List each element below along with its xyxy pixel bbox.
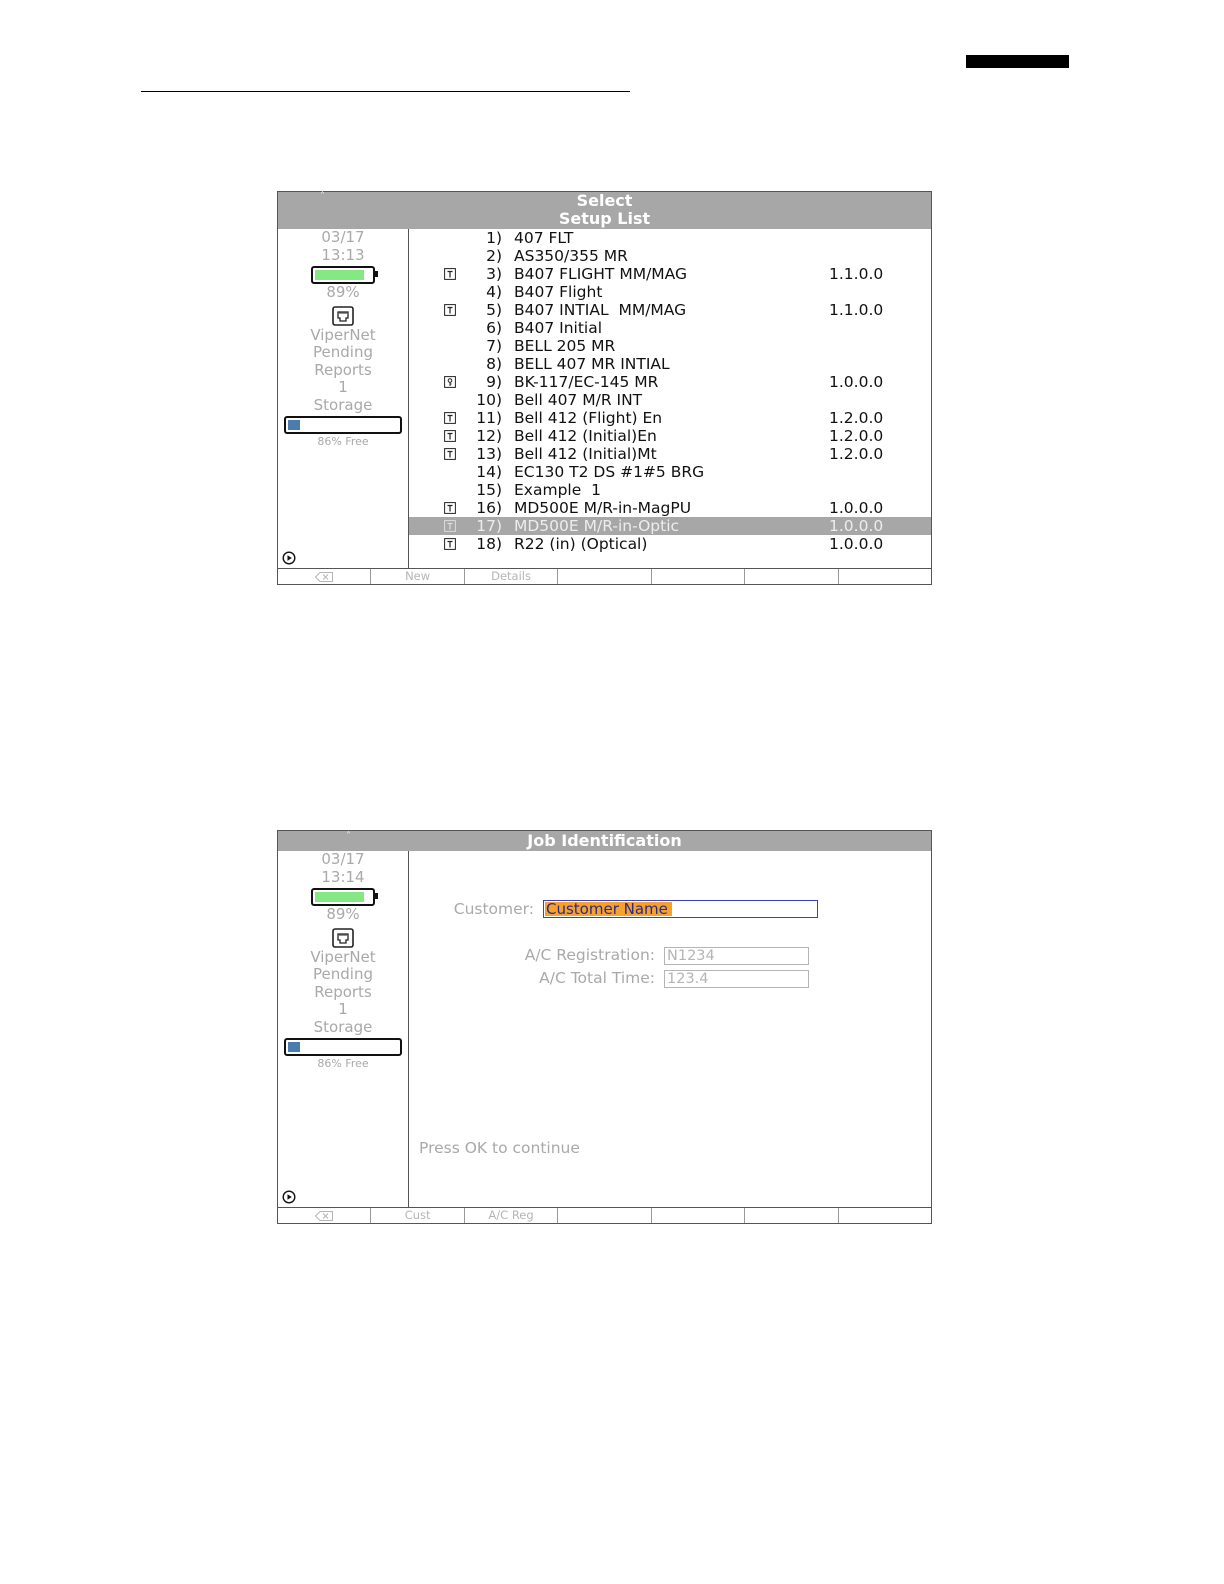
row-version: 1.2.0.0 bbox=[829, 427, 884, 445]
row-name: BK-117/EC-145 MR bbox=[514, 373, 659, 391]
row-number: 6) bbox=[486, 319, 502, 337]
storage-label: Storage bbox=[313, 395, 373, 414]
row-name: B407 Flight bbox=[514, 283, 603, 301]
template-icon bbox=[444, 430, 456, 442]
date: 03/17 bbox=[321, 228, 365, 246]
time: 13:13 bbox=[321, 245, 365, 264]
list-item[interactable] bbox=[409, 445, 931, 463]
row-number: 12) bbox=[476, 427, 502, 445]
list-item[interactable] bbox=[409, 517, 931, 535]
title-line-1: Select bbox=[576, 191, 633, 210]
customer-label: Customer: bbox=[453, 900, 534, 918]
row-number: 2) bbox=[486, 247, 502, 265]
row-number: 11) bbox=[476, 409, 502, 427]
row-name: Bell 412 (Flight) En bbox=[514, 409, 663, 427]
customer-value: Customer Name bbox=[545, 902, 672, 916]
continue-hint: Press OK to continue bbox=[419, 1139, 580, 1157]
template-icon bbox=[444, 448, 456, 460]
row-number: 13) bbox=[476, 445, 502, 463]
storage-label: Storage bbox=[313, 1017, 373, 1036]
template-icon bbox=[444, 304, 456, 316]
row-number: 14) bbox=[476, 463, 502, 481]
row-version: 1.2.0.0 bbox=[829, 409, 884, 427]
softkey-6[interactable] bbox=[745, 569, 838, 584]
list-item[interactable] bbox=[409, 337, 931, 355]
row-version: 1.0.0.0 bbox=[829, 535, 884, 553]
softkey-ac-reg[interactable]: A/C Reg bbox=[465, 1208, 558, 1223]
softkey-4[interactable] bbox=[558, 569, 651, 584]
total-time-label: A/C Total Time: bbox=[539, 969, 655, 987]
status-sidebar bbox=[278, 229, 409, 569]
row-version: 1.2.0.0 bbox=[829, 445, 884, 463]
template-icon bbox=[444, 268, 456, 280]
row-number: 15) bbox=[476, 481, 502, 499]
row-name: EC130 T2 DS #1#5 BRG bbox=[514, 463, 705, 481]
customer-input[interactable] bbox=[543, 900, 818, 918]
screen-title: Job Identification bbox=[527, 831, 682, 850]
softkey-backspace[interactable] bbox=[278, 1208, 371, 1223]
row-number: 4) bbox=[486, 283, 502, 301]
softkey-5[interactable] bbox=[652, 1208, 745, 1223]
template-icon bbox=[444, 502, 456, 514]
template-icon bbox=[444, 412, 456, 424]
template-icon bbox=[444, 538, 456, 550]
row-name: AS350/355 MR bbox=[514, 247, 628, 265]
softkey-details[interactable]: Details bbox=[465, 569, 558, 584]
row-number: 3) bbox=[486, 265, 502, 283]
reports-label: Reports bbox=[314, 360, 372, 379]
softkey-cust[interactable]: Cust bbox=[371, 1208, 464, 1223]
backspace-icon bbox=[315, 572, 333, 582]
row-name: 407 FLT bbox=[514, 229, 574, 247]
date: 03/17 bbox=[321, 850, 365, 868]
network-label: ViperNet bbox=[310, 325, 376, 344]
row-number: 9) bbox=[486, 373, 502, 391]
play-icon[interactable] bbox=[282, 1190, 296, 1204]
pending-label: Pending bbox=[313, 965, 373, 983]
reports-count: 1 bbox=[338, 378, 348, 396]
softkey-backspace[interactable] bbox=[278, 569, 371, 584]
row-version: 1.1.0.0 bbox=[829, 265, 884, 283]
row-name: Bell 407 M/R INT bbox=[514, 391, 643, 409]
softkey-6[interactable] bbox=[745, 1208, 838, 1223]
softkey-bar bbox=[278, 1207, 931, 1223]
row-version: 1.1.0.0 bbox=[829, 301, 884, 319]
row-name: B407 FLIGHT MM/MAG bbox=[514, 265, 688, 283]
backspace-icon bbox=[315, 1211, 333, 1221]
softkey-7[interactable] bbox=[839, 569, 931, 584]
storage-bar bbox=[284, 1038, 402, 1056]
row-version: 1.0.0.0 bbox=[829, 499, 884, 517]
list-item[interactable] bbox=[409, 427, 931, 445]
softkey-7[interactable] bbox=[839, 1208, 931, 1223]
list-item[interactable] bbox=[409, 247, 931, 265]
registration-label: A/C Registration: bbox=[524, 946, 655, 964]
row-name: B407 INTIAL MM/MAG bbox=[514, 301, 687, 319]
row-name: MD500E M/R-in-MagPU bbox=[514, 499, 692, 517]
job-identification-screen bbox=[277, 830, 932, 1224]
caret-up-icon: ˄ bbox=[320, 191, 325, 202]
reports-count: 1 bbox=[338, 1000, 348, 1018]
total-time-input[interactable]: 123.4 bbox=[664, 970, 809, 988]
registration-input[interactable]: N1234 bbox=[664, 947, 809, 965]
row-name: Bell 412 (Initial)En bbox=[514, 427, 657, 445]
title-bar bbox=[278, 192, 931, 229]
row-name: BELL 205 MR bbox=[514, 337, 616, 355]
template-icon bbox=[444, 520, 456, 532]
header-rule bbox=[141, 91, 630, 92]
row-name: Example 1 bbox=[514, 481, 601, 499]
row-number: 8) bbox=[486, 355, 502, 373]
row-number: 16) bbox=[476, 499, 502, 517]
time: 13:14 bbox=[321, 867, 365, 886]
list-item[interactable] bbox=[409, 499, 931, 517]
row-number: 1) bbox=[486, 229, 502, 247]
list-item[interactable] bbox=[409, 283, 931, 301]
list-item[interactable] bbox=[409, 481, 931, 499]
row-version: 1.0.0.0 bbox=[829, 373, 884, 391]
battery-icon bbox=[311, 888, 375, 906]
list-item[interactable] bbox=[409, 319, 931, 337]
softkey-new[interactable]: New bbox=[371, 569, 464, 584]
row-number: 5) bbox=[486, 301, 502, 319]
storage-fill bbox=[288, 420, 300, 430]
list-item[interactable] bbox=[409, 265, 931, 283]
battery-icon bbox=[311, 266, 375, 284]
row-name: Bell 412 (Initial)Mt bbox=[514, 445, 657, 463]
storage-free: 86% Free bbox=[317, 435, 369, 448]
softkey-5[interactable] bbox=[652, 569, 745, 584]
caret-up-icon: ˄ bbox=[346, 831, 351, 842]
list-item[interactable] bbox=[409, 535, 931, 553]
list-item[interactable] bbox=[409, 409, 931, 427]
softkey-4[interactable] bbox=[558, 1208, 651, 1223]
storage-fill bbox=[288, 1042, 300, 1052]
network-icon bbox=[332, 928, 354, 948]
row-name: R22 (in) (Optical) bbox=[514, 535, 648, 553]
title-line-2: Setup List bbox=[558, 209, 651, 228]
header-black-tab bbox=[966, 55, 1069, 68]
setup-list-screen bbox=[277, 191, 932, 585]
storage-bar bbox=[284, 416, 402, 434]
row-name: BELL 407 MR INTIAL bbox=[514, 355, 670, 373]
battery-percent: 89% bbox=[326, 283, 360, 301]
network-label: ViperNet bbox=[310, 947, 376, 966]
job-form bbox=[409, 851, 931, 1208]
row-number: 7) bbox=[486, 337, 502, 355]
row-number: 17) bbox=[476, 517, 502, 535]
play-icon[interactable] bbox=[282, 551, 296, 565]
row-name: MD500E M/R-in-Optic bbox=[514, 517, 680, 535]
battery-fill bbox=[315, 270, 364, 280]
storage-free: 86% Free bbox=[317, 1057, 369, 1070]
pending-label: Pending bbox=[313, 343, 373, 361]
list-item[interactable] bbox=[409, 373, 931, 391]
reports-label: Reports bbox=[314, 982, 372, 1001]
list-item[interactable] bbox=[409, 355, 931, 373]
status-sidebar bbox=[278, 851, 409, 1208]
battery-percent: 89% bbox=[326, 905, 360, 923]
list-item[interactable] bbox=[409, 391, 931, 409]
title-bar bbox=[278, 831, 931, 851]
row-version: 1.0.0.0 bbox=[829, 517, 884, 535]
battery-fill bbox=[315, 892, 364, 902]
setup-list bbox=[409, 229, 931, 569]
row-number: 10) bbox=[476, 391, 502, 409]
list-item[interactable] bbox=[409, 301, 931, 319]
row-number: 18) bbox=[476, 535, 502, 553]
network-icon bbox=[332, 306, 354, 326]
row-name: B407 Initial bbox=[514, 319, 603, 337]
list-item[interactable] bbox=[409, 229, 931, 247]
key-template-icon bbox=[444, 376, 456, 388]
softkey-bar bbox=[278, 568, 931, 584]
list-item[interactable] bbox=[409, 463, 931, 481]
